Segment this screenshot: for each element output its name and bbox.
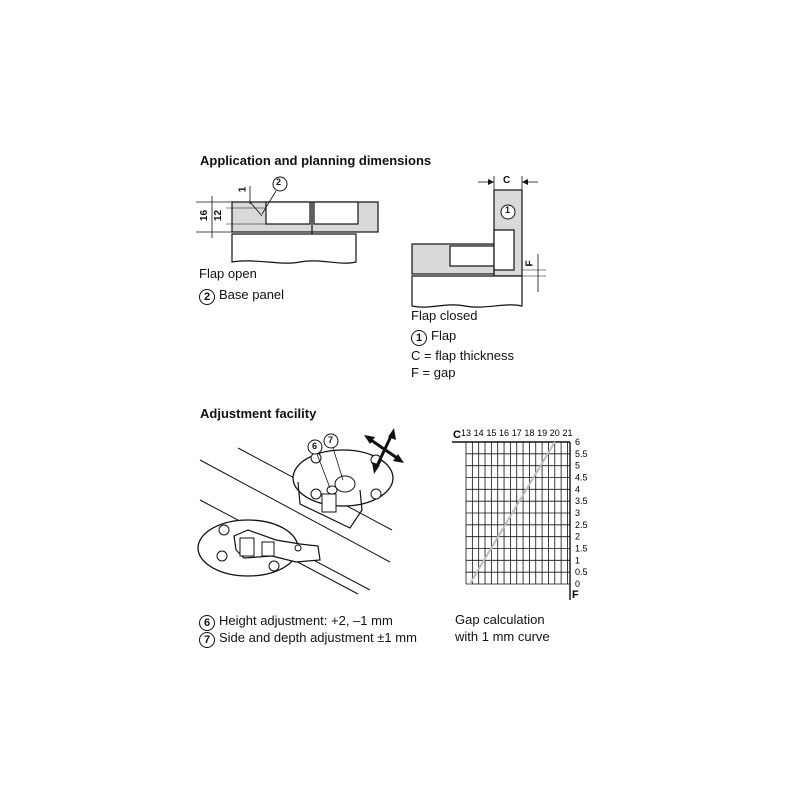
flap-closed-caption: Flap closed <box>411 308 478 323</box>
dim-c: C <box>503 175 511 186</box>
f-tick-label: 1 <box>575 555 581 566</box>
f-axis-label: F <box>572 589 579 601</box>
dim-f: F <box>524 260 536 267</box>
c-tick-label: 16 <box>499 428 510 438</box>
planning-heading: Application and planning dimensions <box>200 153 432 168</box>
gap-caption-line2: with 1 mm curve <box>455 629 550 644</box>
f-tick-label: 2 <box>575 531 581 542</box>
adjustment-heading: Adjustment facility <box>200 406 317 421</box>
c-tick-label: 21 <box>562 428 573 438</box>
f-tick-label: 2.5 <box>575 519 588 530</box>
legend-c: C = flap thickness <box>411 348 514 363</box>
legend-2-icon: 2 <box>199 289 215 305</box>
marker-7-label: 7 <box>328 435 334 445</box>
flap-open-caption: Flap open <box>199 266 257 281</box>
legend-7-icon: 7 <box>199 632 215 648</box>
legend-6-icon: 6 <box>199 615 215 631</box>
dim-1: 1 <box>237 186 249 193</box>
c-tick-label: 18 <box>524 428 535 438</box>
legend-7-text: Side and depth adjustment ±1 mm <box>219 630 417 645</box>
f-tick-label: 4.5 <box>575 472 588 483</box>
c-tick-labels <box>461 428 572 438</box>
f-tick-label: 5 <box>575 460 581 471</box>
dim-12: 12 <box>213 209 225 222</box>
f-tick-label: 3 <box>575 508 581 518</box>
marker-1-label: 1 <box>505 205 511 215</box>
chart-grid <box>452 442 570 600</box>
f-tick-label: 3.5 <box>575 496 588 507</box>
f-tick-label: 6 <box>575 437 581 447</box>
marker-2-label: 2 <box>276 177 282 187</box>
c-tick-label: 15 <box>486 428 497 438</box>
f-tick-label: 0.5 <box>575 567 588 578</box>
c-axis-label: C <box>453 429 461 441</box>
marker-6-label: 6 <box>312 441 318 451</box>
legend-1-icon: 1 <box>411 330 427 346</box>
c-tick-label: 17 <box>511 428 522 438</box>
f-tick-label: 1.5 <box>575 543 588 554</box>
c-tick-label: 13 <box>460 428 472 438</box>
legend-1-text: Flap <box>431 328 457 343</box>
legend-6-text: Height adjustment: +2, –1 mm <box>219 613 393 628</box>
c-tick-label: 20 <box>549 428 560 438</box>
f-tick-label: 0 <box>575 579 581 589</box>
legend-f: F = gap <box>411 365 456 380</box>
f-tick-label: 5.5 <box>575 448 588 459</box>
gap-caption-line1: Gap calculation <box>455 612 545 627</box>
dim-16: 16 <box>199 209 211 222</box>
f-tick-label: 4 <box>575 484 581 495</box>
f-tick-labels <box>575 437 588 589</box>
c-tick-label: 19 <box>537 428 548 438</box>
legend-2-text: Base panel <box>219 287 285 302</box>
c-tick-label: 14 <box>473 428 484 438</box>
